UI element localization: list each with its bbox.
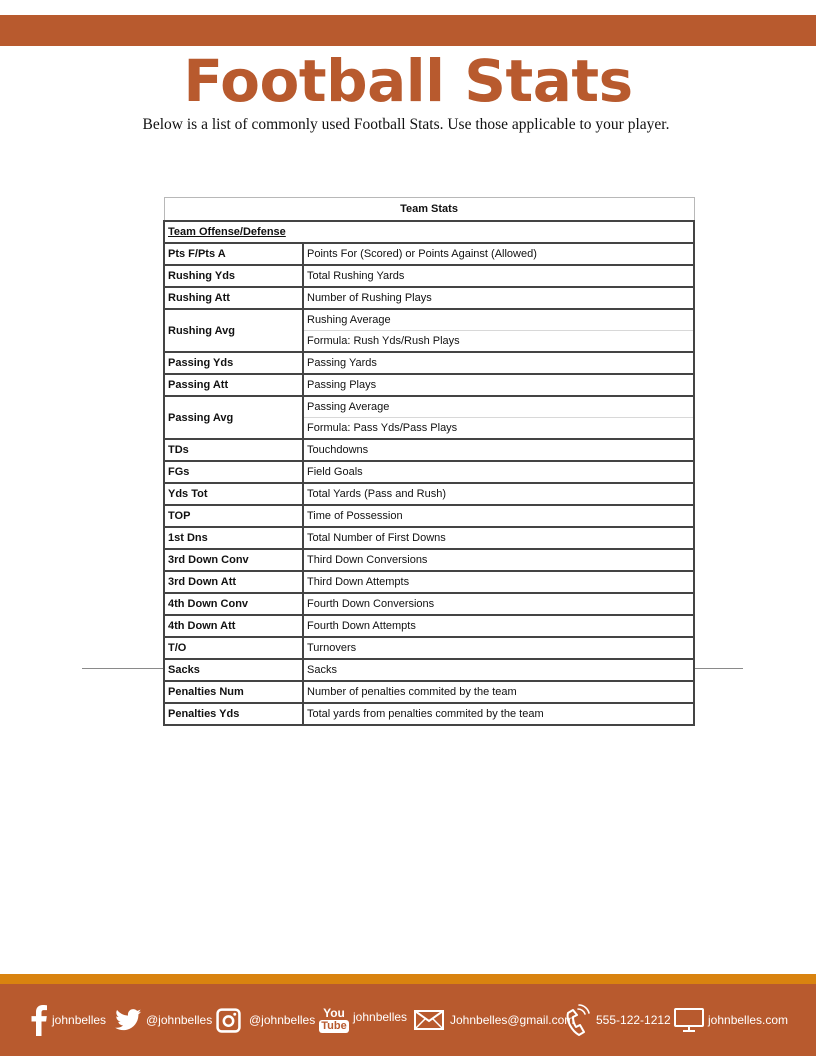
stat-row-top — [164, 505, 694, 527]
stat-description: Touchdowns — [303, 439, 694, 461]
footer-website[interactable] — [674, 984, 788, 1056]
stat-abbr: Passing Avg — [164, 396, 303, 439]
stat-description: Fourth Down Attempts — [303, 615, 694, 637]
stat-row-rushing-avg — [164, 309, 694, 331]
footer-phone-label: 555-122-1212 — [596, 1013, 671, 1027]
stat-row-penalties-num — [164, 681, 694, 703]
stat-formula: Formula: Rush Yds/Rush Plays — [303, 331, 694, 353]
stat-description: Rushing Average — [303, 309, 694, 331]
youtube-logo-bottom: Tube — [321, 1020, 347, 1032]
stat-row-4th-down-conv — [164, 593, 694, 615]
stat-description: Total Number of First Downs — [303, 527, 694, 549]
stat-description: Third Down Conversions — [303, 549, 694, 571]
page-title: Football Stats — [183, 47, 633, 115]
stat-row-tds — [164, 439, 694, 461]
stat-description: Turnovers — [303, 637, 694, 659]
stat-row-sacks — [164, 659, 694, 681]
stat-abbr: FGs — [164, 461, 303, 483]
stat-row-rushing-att — [164, 287, 694, 309]
stat-abbr: 3rd Down Att — [164, 571, 303, 593]
stat-abbr: TOP — [164, 505, 303, 527]
footer-phone[interactable] — [564, 984, 671, 1056]
stat-abbr: TDs — [164, 439, 303, 461]
stat-description: Time of Possession — [303, 505, 694, 527]
stat-row-fgs — [164, 461, 694, 483]
stat-row-passing-yds — [164, 352, 694, 374]
stat-description: Total yards from penalties commited by the team — [303, 703, 694, 725]
footer-twitter-label: @johnbelles — [146, 1013, 213, 1027]
footer-accent-line — [0, 974, 816, 984]
footer-youtube[interactable] — [321, 984, 407, 1056]
stat-description: Total Yards (Pass and Rush) — [303, 483, 694, 505]
footer-instagram-label: @johnbelles — [249, 1013, 316, 1027]
footer-email-label: Johnbelles@gmail.com — [450, 1013, 575, 1027]
section-header-label: Team Offense/Defense — [168, 226, 286, 238]
footer-facebook[interactable] — [30, 984, 106, 1056]
stat-row-yds-tot — [164, 483, 694, 505]
instagram-icon — [216, 1008, 241, 1033]
stat-row-rushing-yds — [164, 265, 694, 287]
footer-youtube-label: johnbelles — [353, 1010, 408, 1024]
footer-email[interactable] — [414, 984, 574, 1056]
section-header — [164, 221, 694, 243]
stat-row-3rd-down-att — [164, 571, 694, 593]
stat-row-penalties-yds — [164, 703, 694, 725]
stat-abbr: 3rd Down Conv — [164, 549, 303, 571]
stat-abbr: T/O — [164, 637, 303, 659]
stat-row-passing-avg — [164, 396, 694, 418]
stat-description: Sacks — [303, 659, 694, 681]
stat-description: Points For (Scored) or Points Against (Allowed) — [303, 243, 694, 265]
stat-description: Passing Yards — [303, 352, 694, 374]
email-icon — [414, 1010, 444, 1030]
stat-description: Number of penalties commited by the team — [303, 681, 694, 703]
monitor-icon — [674, 1008, 704, 1032]
stat-abbr: Sacks — [164, 659, 303, 681]
stat-abbr: 4th Down Conv — [164, 593, 303, 615]
page-subtitle: Below is a list of commonly used Football Stats. Use those applicable to your player. — [142, 116, 670, 133]
stat-abbr: Rushing Yds — [164, 265, 303, 287]
stat-description: Third Down Attempts — [303, 571, 694, 593]
top-accent-bar — [0, 15, 816, 46]
footer-facebook-label: johnbelles — [52, 1013, 107, 1027]
twitter-icon — [115, 1009, 142, 1031]
stat-abbr: 1st Dns — [164, 527, 303, 549]
stat-abbr: Passing Yds — [164, 352, 303, 374]
section-header-row — [164, 221, 694, 243]
stat-description: Number of Rushing Plays — [303, 287, 694, 309]
phone-icon — [564, 1003, 592, 1037]
stat-abbr: Pts F/Pts A — [164, 243, 303, 265]
stat-row-t-o — [164, 637, 694, 659]
footer — [0, 984, 816, 1056]
stat-row-pts-f-pts-a — [164, 243, 694, 265]
stat-description: Fourth Down Conversions — [303, 593, 694, 615]
stat-abbr: Passing Att — [164, 374, 303, 396]
stat-abbr: Penalties Num — [164, 681, 303, 703]
stat-row-passing-att — [164, 374, 694, 396]
stat-formula: Formula: Pass Yds/Pass Plays — [303, 418, 694, 440]
footer-instagram[interactable] — [216, 984, 315, 1056]
youtube-logo-top: You — [323, 1006, 345, 1020]
stat-abbr: Rushing Avg — [164, 309, 303, 352]
stat-abbr: Penalties Yds — [164, 703, 303, 725]
table-title-row — [164, 198, 694, 222]
facebook-icon — [30, 1004, 48, 1036]
stat-row-1st-dns — [164, 527, 694, 549]
stat-description: Total Rushing Yards — [303, 265, 694, 287]
stat-description: Passing Average — [303, 396, 694, 418]
table-title: Team Stats — [164, 198, 694, 222]
stat-row-3rd-down-conv — [164, 549, 694, 571]
stat-row-4th-down-att — [164, 615, 694, 637]
team-stats-table — [163, 197, 695, 726]
stat-abbr: 4th Down Att — [164, 615, 303, 637]
stat-description: Field Goals — [303, 461, 694, 483]
stat-abbr: Rushing Att — [164, 287, 303, 309]
footer-twitter[interactable] — [115, 984, 212, 1056]
youtube-icon — [321, 1007, 347, 1033]
stat-abbr: Yds Tot — [164, 483, 303, 505]
stat-description: Passing Plays — [303, 374, 694, 396]
footer-website-label: johnbelles.com — [708, 1013, 789, 1027]
